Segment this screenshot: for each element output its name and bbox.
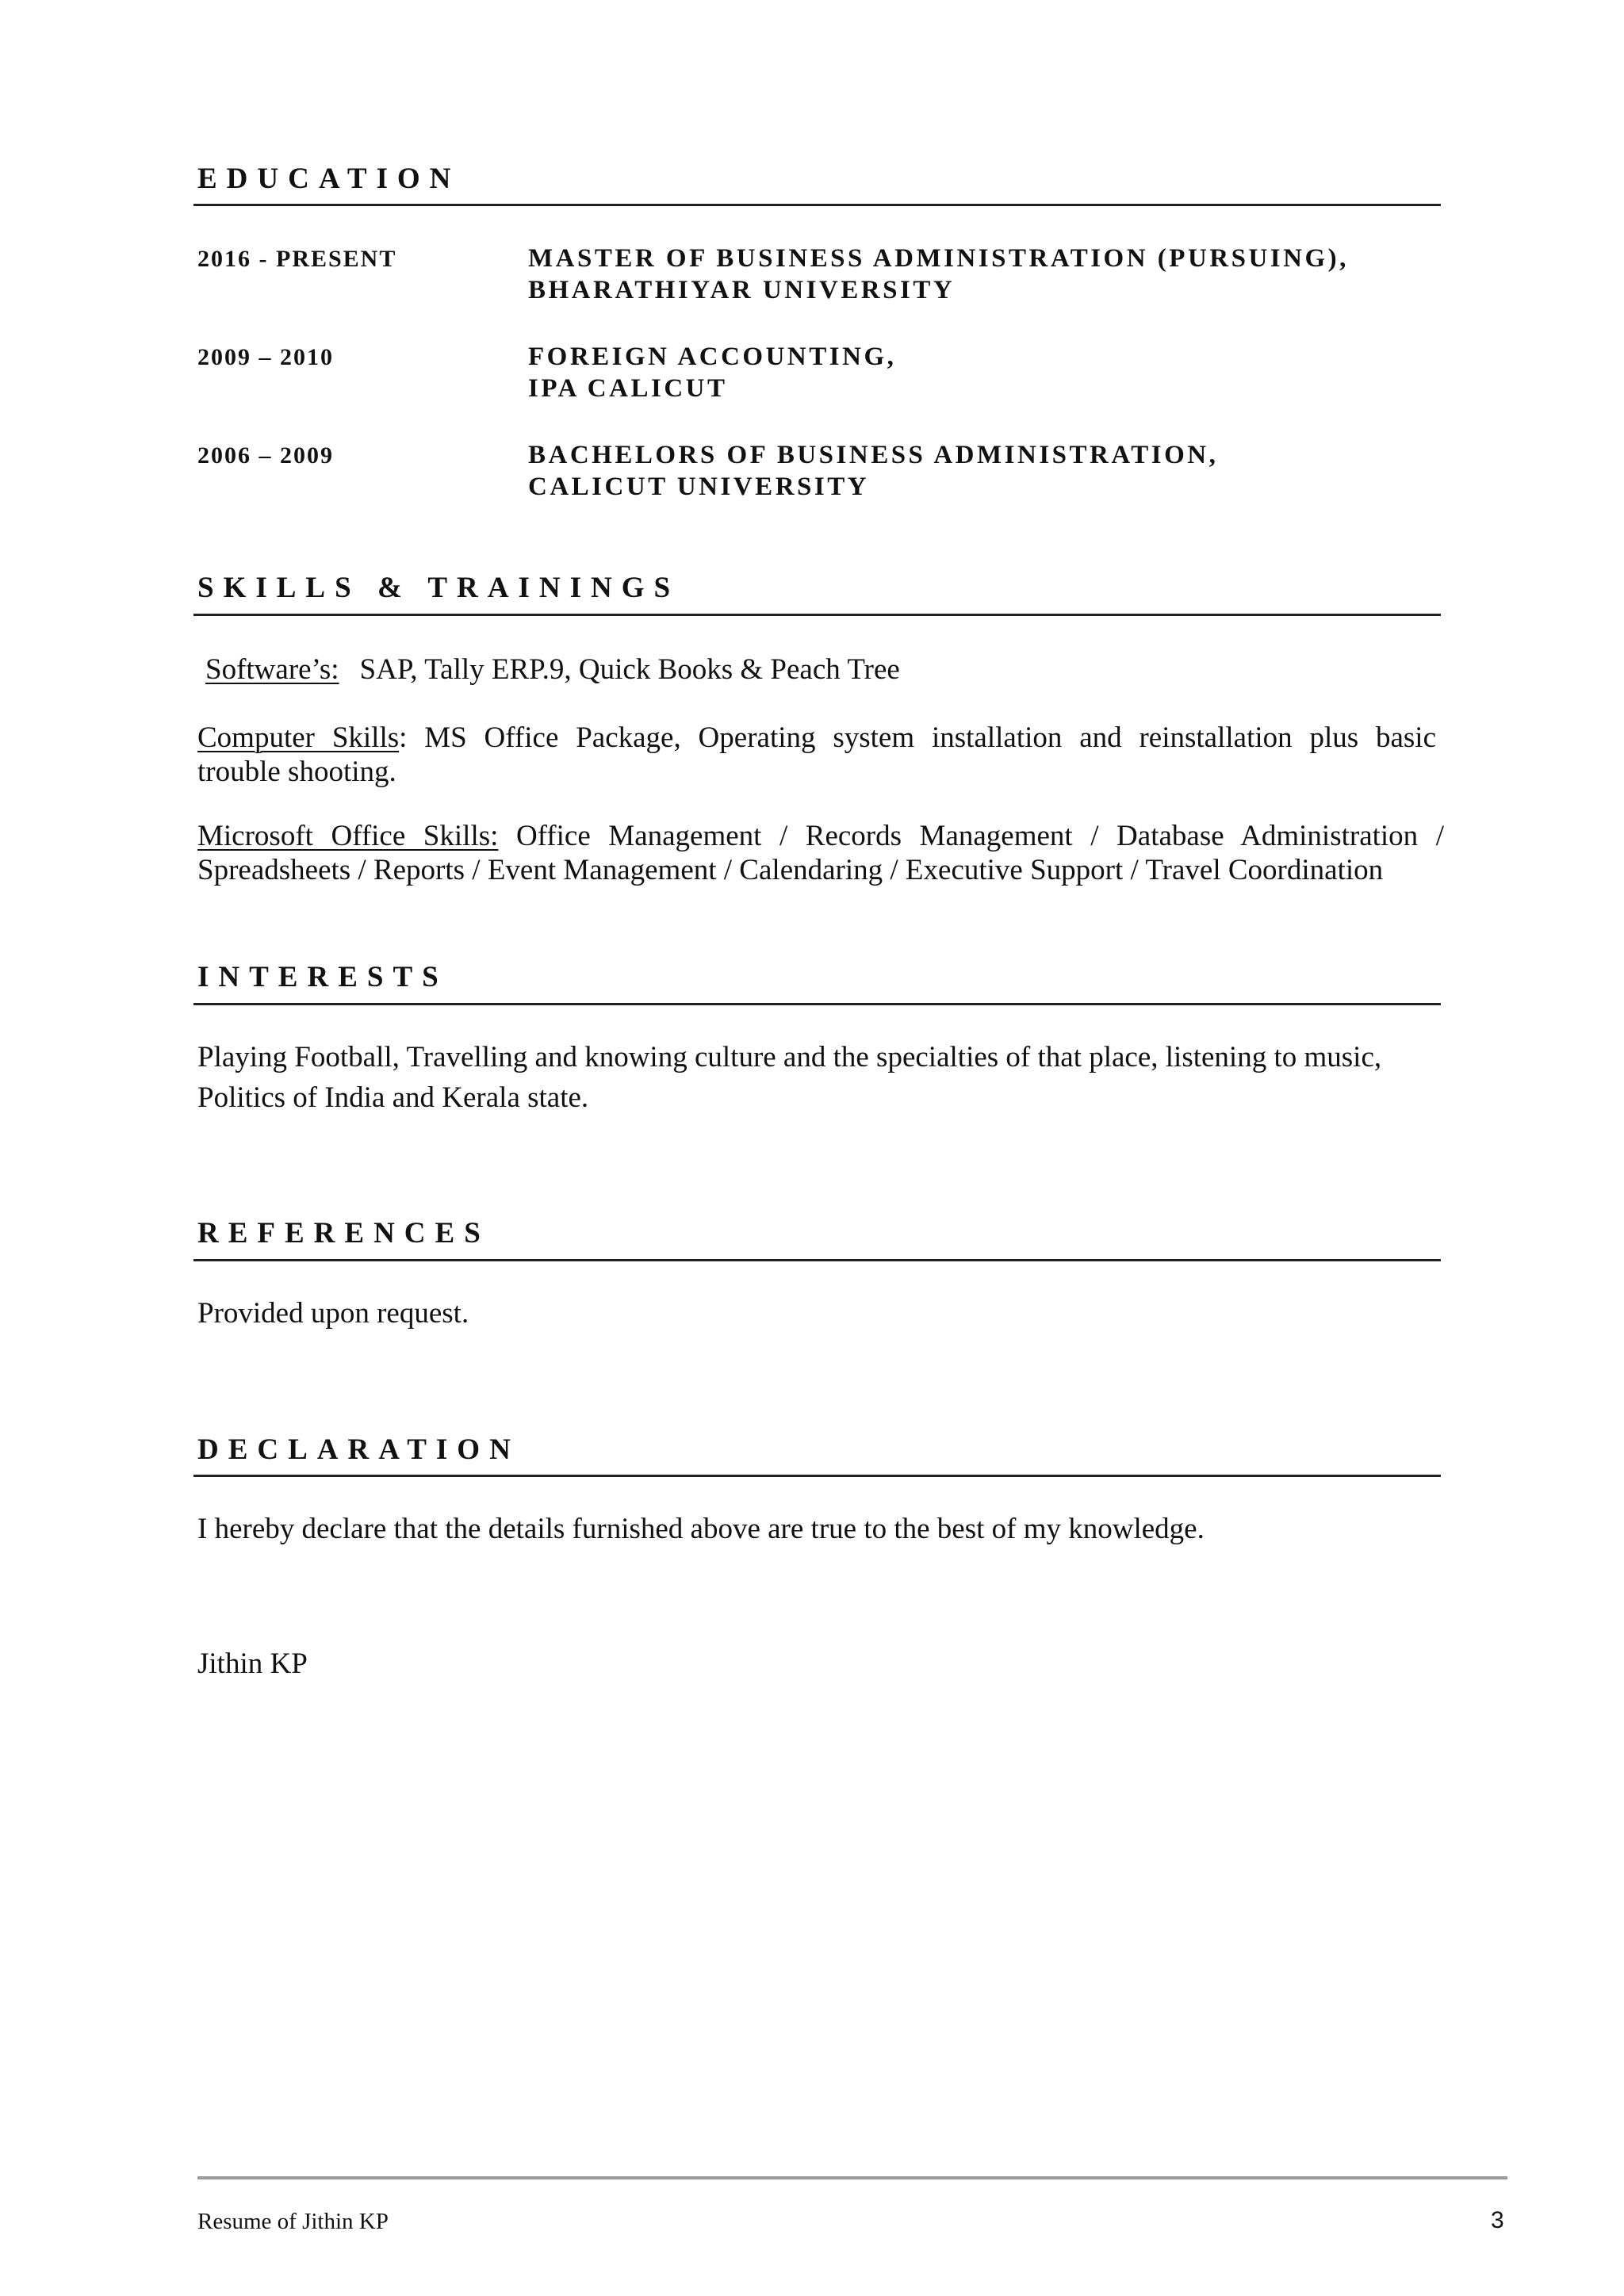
skills-rule — [193, 614, 1441, 616]
interests-heading: INTERESTS — [197, 961, 448, 993]
references-text: Provided upon request. — [197, 1297, 469, 1330]
software-skills-line — [197, 655, 900, 684]
signature-name: Jithin KP — [197, 1647, 308, 1680]
skills-heading: SKILLS & TRAININGS — [197, 572, 680, 604]
computer-skills-line-1 — [197, 723, 1436, 752]
computer-skills-text: : MS Office Package, Operating system installation and reinstallation plus basic — [399, 721, 1436, 754]
education-entry-2-years: 2009 – 2010 — [197, 344, 334, 370]
education-entry-3-institution: CALICUT UNIVERSITY — [528, 473, 870, 501]
education-entry-3-degree: BACHELORS OF BUSINESS ADMINISTRATION, — [528, 441, 1219, 469]
references-rule — [193, 1259, 1441, 1261]
computer-skills-label: Computer Skills — [197, 721, 400, 754]
office-skills-label: Microsoft Office Skills: — [197, 820, 499, 852]
education-entry-1-years: 2016 - PRESENT — [197, 246, 397, 272]
education-heading: EDUCATION — [197, 163, 461, 195]
education-entry-1-degree: MASTER OF BUSINESS ADMINISTRATION (PURSUING), — [528, 244, 1349, 273]
software-skills-label: Software’s: — [205, 653, 339, 686]
declaration-heading: DECLARATION — [197, 1433, 520, 1466]
software-skills-text: SAP, Tally ERP.9, Quick Books & Peach Tree — [359, 653, 900, 686]
office-skills-line-2: Spreadsheets / Reports / Event Management / Calendaring / Executive Support / Travel Coordination — [197, 854, 1384, 886]
computer-skills-line-2: trouble shooting. — [197, 756, 396, 788]
office-skills-line-1 — [197, 821, 1444, 851]
interests-text-line-2: Politics of India and Kerala state. — [197, 1081, 589, 1114]
education-entry-2-institution: IPA CALICUT — [528, 374, 728, 403]
references-heading: REFERENCES — [197, 1217, 490, 1249]
interests-text-line-1: Playing Football, Travelling and knowing culture and the specialties of that place, listening to music, — [197, 1041, 1382, 1073]
office-skills-text: Office Management / Records Management / Database Administration / — [498, 820, 1444, 852]
interests-rule — [193, 1003, 1441, 1005]
education-entry-3-years: 2006 – 2009 — [197, 442, 334, 469]
page-number: 3 — [1491, 2207, 1504, 2233]
footer-rule — [197, 2176, 1507, 2179]
declaration-text: I hereby declare that the details furnished above are true to the best of my knowledge. — [197, 1513, 1205, 1545]
footer-document-title: Resume of Jithin KP — [197, 2209, 389, 2234]
education-rule — [193, 204, 1441, 206]
declaration-rule — [193, 1475, 1441, 1477]
education-entry-1-institution: BHARATHIYAR UNIVERSITY — [528, 276, 956, 304]
education-entry-2-degree: FOREIGN ACCOUNTING, — [528, 342, 897, 371]
